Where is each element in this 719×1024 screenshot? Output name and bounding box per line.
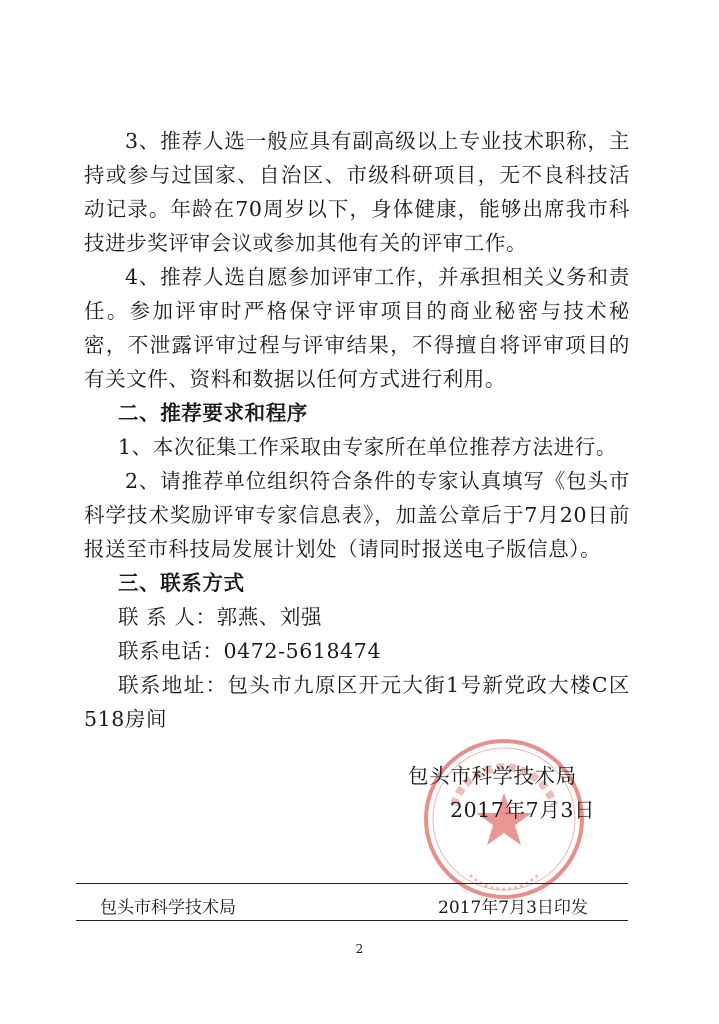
paragraph-procedure-2: 2、请推荐单位组织符合条件的专家认真填写《包头市科学技术奖励评审专家信息表》，加盖公章后于7月20日前报送至市科技局发展计划处（请同时报送电子版信息）。 — [84, 469, 630, 561]
signature-org: 包头市科学技术局 — [408, 764, 577, 788]
paragraph-requirement-3: 3、推荐人选一般应具有副高级以上专业技术职称，主持或参与过国家、自治区、市级科研项目，无不良科技活动记录。年龄在70周岁以下，身体健康，能够出席我市科技进步奖评审会议或参加其他有关的评审工作。 — [84, 129, 630, 255]
footer-date: 2017年7月3日印发 — [438, 898, 588, 918]
section-heading-2: 二、推荐要求和程序 — [118, 401, 308, 425]
footer-top-rule — [76, 883, 628, 884]
footer-org: 包头市科学技术局 — [100, 898, 236, 918]
footer-bottom-rule — [76, 920, 628, 921]
paragraph-requirement-4: 4、推荐人选自愿参加评审工作，并承担相关义务和责任。参加评审时严格保守评审项目的商业秘密与技术秘密，不泄露评审过程与评审结果，不得擅自将评审项目的有关文件、资料和数据以任何方式进行利用。 — [84, 265, 630, 391]
section-heading-3: 三、联系方式 — [118, 571, 245, 595]
signature-date: 2017年7月3日 — [450, 798, 596, 822]
page-number: 2 — [355, 942, 364, 956]
contact-address: 联系地址：包头市九原区开元大街1号新党政大楼C区518房间 — [84, 673, 630, 731]
paragraph-procedure-1: 1、本次征集工作采取由专家所在单位推荐方法进行。 — [118, 435, 617, 459]
contact-person: 联 系 人：郭燕、刘强 — [118, 605, 323, 629]
contact-phone: 联系电话：0472-5618474 — [118, 639, 382, 663]
